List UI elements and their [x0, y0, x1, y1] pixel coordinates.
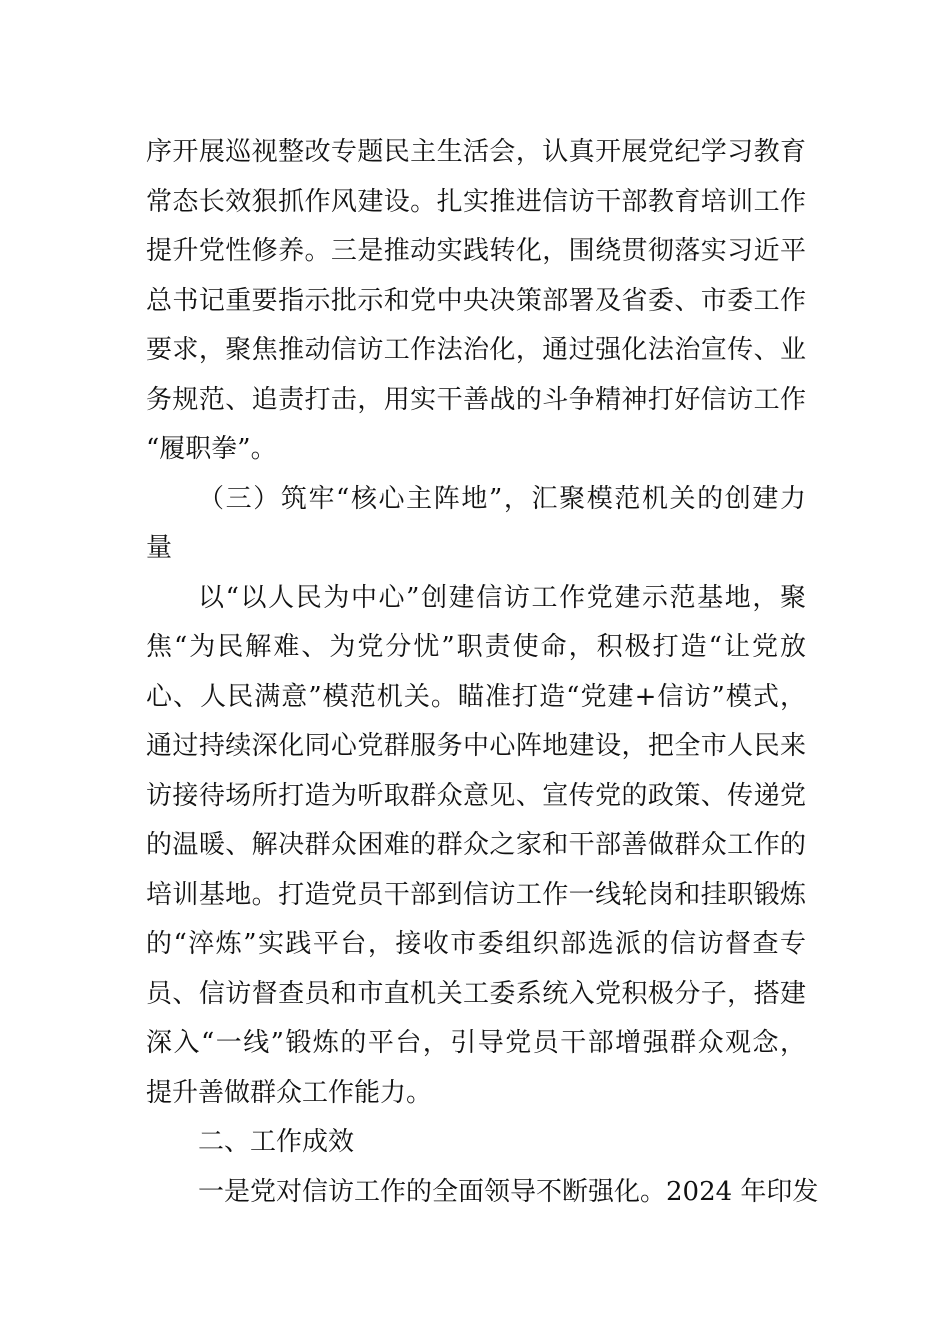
text-line: “履职拳”。 — [146, 434, 277, 464]
paragraph-p1 — [146, 128, 806, 475]
text-line: 以“以人民为中心”创建信访工作党建示范基地，聚 — [198, 582, 806, 613]
paragraph-p5 — [146, 1168, 819, 1218]
text-line: 常态长效狠抓作风建设。扎实推进信访干部教育培训工作 — [146, 186, 806, 217]
text-line: 务规范、追责打击，用实干善战的斗争精神打好信访工作 — [146, 384, 806, 415]
text-line: 深入“一线”锻炼的平台，引导党员干部增强群众观念， — [146, 1028, 806, 1058]
text-line: 提升善做群众工作能力。 — [146, 1077, 433, 1108]
text-line: 心、人民满意”模范机关。瞄准打造“党建+信访”模式， — [146, 681, 806, 712]
text-line: 要求，聚焦推动信访工作法治化，通过强化法治宣传、业 — [146, 335, 806, 365]
paragraph-p4-section-heading — [146, 1118, 806, 1168]
text-line: 序开展巡视整改专题民主生活会，认真开展党纪学习教育 — [146, 137, 806, 167]
text-line: 培训基地。打造党员干部到信访工作一线轮岗和挂职锻炼 — [146, 879, 806, 910]
text-line: 总书记重要指示批示和党中央决策部署及省委、市委工作 — [146, 285, 806, 316]
text-line: 的“淬炼”实践平台，接收市委组织部选派的信访督查专 — [146, 929, 806, 959]
section-heading-line: （三）筑牢“核心主阵地”，汇聚模范机关的创建力 — [198, 483, 806, 514]
text-line: 焦“为民解难、为党分忧”职责使命，积极打造“让党放 — [146, 632, 806, 662]
text-line: 访接待场所打造为听取群众意见、宣传党的政策、传递党 — [146, 780, 806, 811]
text-line: 一是党对信访工作的全面领导不断强化。2024 年印发 — [198, 1176, 819, 1207]
paragraph-p3 — [146, 574, 806, 1119]
text-line: 的温暖、解决群众困难的群众之家和干部善做群众工作的 — [146, 830, 806, 860]
text-line: 提升党性修养。三是推动实践转化，围绕贯彻落实习近平 — [146, 236, 806, 266]
section-heading-line: 二、工作成效 — [198, 1127, 355, 1157]
text-line: 通过持续深化同心党群服务中心阵地建设，把全市人民来 — [146, 731, 806, 761]
text-line: 员、信访督查员和市直机关工委系统入党积极分子，搭建 — [146, 978, 806, 1009]
section-heading-line: 量 — [146, 533, 173, 563]
paragraph-p2-section-heading — [146, 475, 806, 574]
document-body — [146, 128, 819, 1217]
